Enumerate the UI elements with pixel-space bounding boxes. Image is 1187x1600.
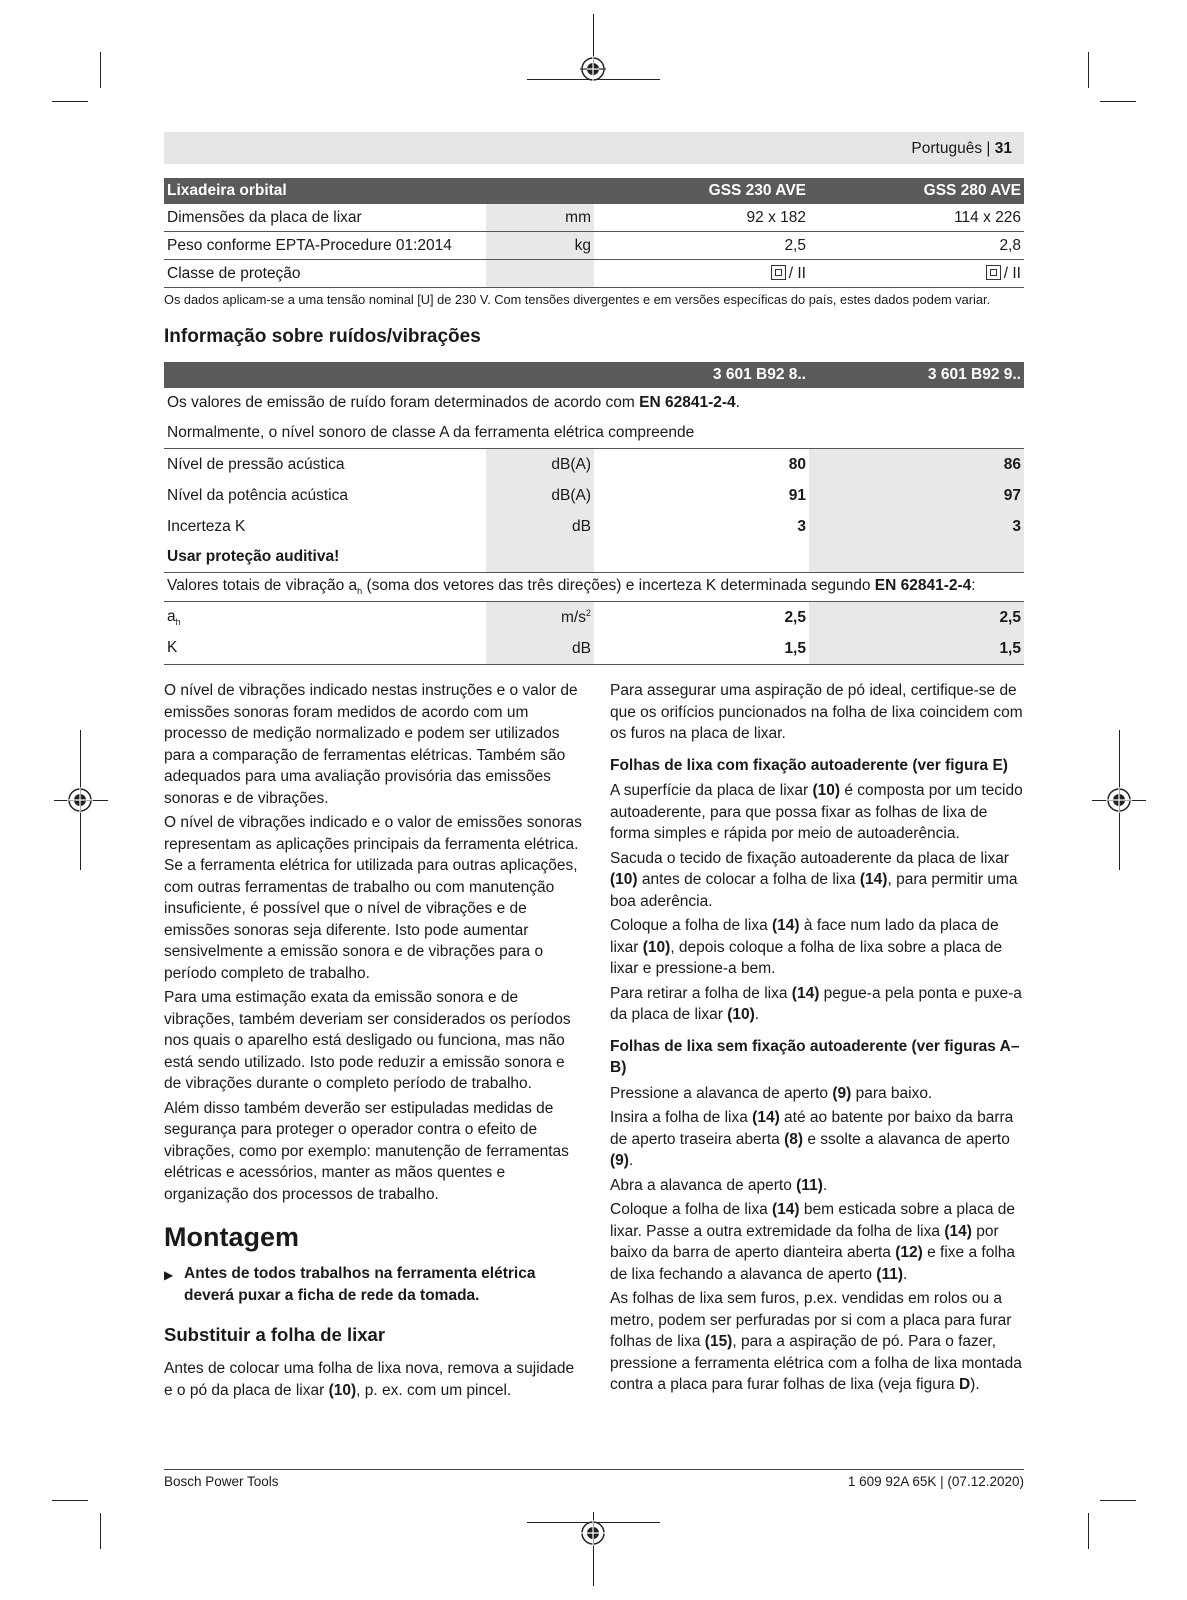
vib-text: Valores totais de vibração a [167, 577, 358, 595]
triangle-bullet-icon: ▶ [164, 1268, 174, 1282]
table-row [164, 511, 1024, 542]
registration-mark-icon [67, 787, 93, 813]
header-text [911, 140, 1012, 158]
page-number: 31 [994, 140, 1012, 157]
row-value: 2,5 [594, 232, 809, 260]
table-header [164, 362, 486, 388]
paragraph [610, 1107, 1026, 1172]
table-header [486, 178, 594, 204]
text: até ao batente por baixo da barra de aperto traseira aberta [610, 1109, 1014, 1148]
text: As folhas de lixa sem furos, p.ex. vendidas em rolos ou a metro, podem ser perfuradas por si com a placa para furar folhas de lixa [610, 1290, 1012, 1350]
row-value: 92 x 182 [594, 204, 809, 232]
row-value: 80 [788, 455, 806, 473]
row-value: 3 [797, 517, 806, 535]
subheading: Folhas de lixa com fixação autoaderente (ver figura E) [610, 756, 1008, 774]
subst-paragraph [164, 1358, 582, 1404]
paragraph [610, 780, 1026, 845]
vib-suffix: : [971, 577, 976, 595]
paragraph [610, 1083, 1026, 1105]
paragraph [164, 1358, 582, 1401]
spec-note: Os dados aplicam-se a uma tensão nominal [U] de 230 V. Com tensões divergentes e em versões específicas do país, estes dados podem variar. [164, 292, 991, 307]
noise-section-title: Informação sobre ruídos/vibrações [164, 326, 481, 347]
vib-unit: m/s [561, 609, 586, 627]
paragraph: O nível de vibrações indicado nestas instruções e o valor de emissões sonoras foram medidos de acordo com um processo de medição normalizado e podem ser utilizados para a comparação de ferramentas elétricas. Também são adequados para uma avaliação provisória das emissões sonoras e de vibrações. [164, 682, 578, 807]
row-value [809, 260, 1024, 288]
row-label: Nível da potência acústica [167, 486, 348, 504]
row-value: 2,8 [809, 232, 1024, 260]
text: Sacuda o tecido de fixação autoaderente da placa de lixar [610, 849, 1009, 867]
ref: (12) [895, 1244, 923, 1261]
text: Abra a alavanca de aperto [610, 1176, 797, 1194]
ref: (10) [727, 1006, 755, 1023]
standard-ref: EN 62841-2-4 [639, 394, 736, 411]
text: Para retirar a folha de lixa [610, 984, 792, 1002]
warning-note [164, 1263, 584, 1306]
right-column [610, 680, 1026, 1399]
text: . [822, 1176, 828, 1194]
table-header: 3 601 B92 8.. [594, 362, 809, 388]
row-label: Peso conforme EPTA-Procedure 01:2014 [164, 232, 486, 260]
vib-label: a [167, 607, 176, 625]
table-row [164, 260, 1024, 288]
ref: D [958, 1376, 971, 1393]
row-value: 114 x 226 [809, 204, 1024, 232]
page-header [164, 132, 1024, 164]
intro-suffix: . [735, 394, 740, 411]
paragraph: Além disso também deverão ser estipuladas medidas de segurança para proteger o operador contra o efeito de vibrações, como por exemplo: manutenção de ferramentas elétricas e acessórios, manter as mãos quentes e organização dos processos de trabalho. [164, 1099, 569, 1203]
protection-class-icon [986, 265, 1001, 280]
row-value: 2,5 [784, 608, 806, 626]
row-label: Incerteza K [167, 517, 246, 535]
ref: (14) [859, 871, 888, 888]
crop-mark [100, 1513, 101, 1549]
table-header-row [164, 362, 1024, 388]
table-header: Lixadeira orbital [164, 178, 486, 204]
text: e ssolte a alavanca de aperto [803, 1130, 1010, 1148]
noise-normal: Normalmente, o nível sonoro de classe A da ferramenta elétrica compreende [164, 418, 1024, 449]
noise-table [164, 362, 1024, 665]
text: Antes de colocar uma folha de lixa nova, remova a sujidade e o pó da placa de lixar [164, 1360, 575, 1399]
row-value [594, 260, 809, 288]
row-value: 1,5 [809, 633, 1024, 665]
paragraph: O nível de vibrações indicado e o valor de emissões sonoras representam as aplicações principais da ferramenta elétrica. Se a ferramenta elétrica for utilizada para outras aplicações, com outras ferramentas de trabalho ou com manutenção insuficiente, é possível que o nível de vibrações e de emissões sonoras seja diferente. Isto pode aumentar sensivelmente a emissão sonora e de vibrações para o período completo de trabalho. [164, 814, 582, 982]
registration-mark-icon [580, 56, 606, 82]
row-value: 91 [788, 486, 806, 504]
text: para baixo. [851, 1084, 933, 1102]
vib-unit-sup: 2 [585, 607, 591, 618]
vib-text: (soma dos vetores das três direções) e incerteza K determinada segundo [362, 577, 875, 595]
table-header [486, 362, 594, 388]
left-column [164, 680, 582, 1208]
crop-mark [100, 52, 101, 88]
ref: (15) [704, 1333, 733, 1350]
text: . [754, 1006, 760, 1023]
table-row [164, 388, 1024, 418]
ref: (14) [752, 1109, 780, 1126]
row-value: 97 [809, 480, 1024, 511]
row-label: Classe de proteção [164, 260, 486, 288]
row-value: 2,5 [809, 602, 1024, 634]
row-unit: kg [486, 232, 594, 260]
row-value: 3 [809, 511, 1024, 542]
text: Coloque a folha de lixa [610, 917, 773, 934]
row-value: 86 [809, 449, 1024, 481]
table-row [164, 633, 1024, 665]
crop-mark [1088, 52, 1089, 88]
row-unit [486, 260, 594, 288]
table-row [164, 449, 1024, 481]
ref: (14) [944, 1222, 972, 1240]
text: antes de colocar a folha de lixa [637, 871, 860, 888]
ref: (14) [791, 984, 820, 1002]
table-row [164, 573, 1024, 602]
row-label [164, 602, 486, 634]
registration-mark-icon [580, 1520, 606, 1546]
ref: (14) [772, 1201, 800, 1218]
text: . [628, 1152, 634, 1169]
table-row [164, 602, 1024, 634]
row-unit: dB(A) [486, 480, 594, 511]
header-separator: | [986, 140, 991, 157]
paragraph [610, 1288, 1026, 1396]
crop-mark [1100, 101, 1136, 102]
spec-table [164, 178, 1024, 288]
text: pegue-a pela ponta e puxe-a da placa de lixar [610, 984, 1022, 1023]
ref: (8) [784, 1130, 804, 1148]
table-row [164, 418, 1024, 449]
empty-cell [486, 542, 594, 573]
text: . [903, 1265, 908, 1283]
text: , depois coloque a folha de lixa sobre a placa de lixar e pressione-a bem. [610, 938, 1003, 977]
ref: (14) [772, 917, 800, 934]
ref: (10) [610, 871, 638, 888]
paragraph [610, 1175, 1026, 1197]
text: ). [970, 1376, 980, 1393]
paragraph [610, 983, 1026, 1026]
table-row [164, 232, 1024, 260]
empty-cell [809, 542, 1024, 573]
row-unit [486, 633, 594, 665]
empty-cell [594, 542, 809, 573]
footer-right: 1 609 92A 65K | (07.12.2020) [847, 1474, 1024, 1489]
row-value: 1,5 [594, 633, 809, 665]
text: Pressione a alavanca de aperto [610, 1084, 833, 1102]
intro-text: Os valores de emissão de ruído foram determinados de acordo com [167, 394, 640, 411]
row-label [164, 633, 486, 665]
crop-mark [1088, 1513, 1089, 1549]
text: é composta por um tecido autoaderente, para que possa fixar as folhas de lixa de forma simples e rápida por meio de autoaderência. [610, 782, 1023, 842]
vib-subscript: h [357, 586, 363, 597]
registration-mark-icon [1106, 787, 1132, 813]
montagem-title: Montagem [164, 1222, 299, 1252]
table-header: GSS 280 AVE [809, 178, 1024, 204]
text: por baixo da barra de aperto dianteira aberta [610, 1222, 999, 1261]
protection-class-value: / II [1003, 264, 1021, 282]
paragraph [610, 1199, 1026, 1285]
vibration-intro [164, 573, 1024, 602]
ref: (9) [610, 1152, 629, 1169]
ref: (9) [832, 1084, 852, 1102]
row-unit: mm [486, 204, 594, 232]
row-label: Dimensões da placa de lixar [164, 204, 486, 232]
warning-text: Antes de todos trabalhos na ferramenta elétrica deverá puxar a ficha de rede da tomada. [184, 1265, 536, 1304]
protection-warning: Usar proteção auditiva! [164, 542, 486, 573]
text: , p. ex. com um pincel. [356, 1381, 512, 1399]
vib-unit: dB [572, 640, 591, 658]
table-header: GSS 230 AVE [594, 178, 809, 204]
noise-intro [164, 388, 1024, 418]
subst-title: Substituir a folha de lixar [164, 1324, 386, 1345]
ref: (10) [812, 782, 841, 799]
text: à face num lado da placa de lixar [610, 917, 999, 956]
text: A superfície da placa de lixar [610, 782, 813, 799]
standard-ref: EN 62841-2-4 [874, 577, 972, 595]
ref: (10) [642, 938, 671, 956]
paragraph [610, 915, 1026, 980]
protection-class-icon [771, 265, 786, 280]
header-language: Português [911, 140, 983, 157]
text: e fixe a folha de lixa fechando a alavanca de aperto [610, 1244, 1016, 1283]
table-header-row [164, 178, 1024, 204]
footer-left: Bosch Power Tools [164, 1474, 279, 1489]
ref: (11) [876, 1265, 903, 1283]
subheading: Folhas de lixa sem fixação autoaderente (ver figuras A–B) [610, 1037, 1020, 1076]
ref: (11) [796, 1176, 823, 1194]
text: Coloque a folha de lixa [610, 1201, 773, 1218]
text: , para permitir uma boa aderência. [610, 871, 1018, 910]
text: bem esticada sobre a placa de lixar. Passe a outra extremidade da folha de lixa [610, 1201, 1016, 1240]
row-label: Nível de pressão acústica [167, 455, 345, 473]
crop-mark [1100, 1500, 1136, 1501]
row-unit: dB [486, 511, 594, 542]
table-row [164, 204, 1024, 232]
vib-label-sub: h [175, 617, 181, 628]
protection-class-value: / II [788, 264, 806, 282]
row-unit [486, 602, 594, 634]
ref: (10) [328, 1381, 357, 1399]
crop-mark [52, 101, 88, 102]
text: , para a aspiração de pó. Para o fazer, pressione a ferramenta elétrica com a folha de lixa montada contra a placa para furar folhas de lixa (veja figura [610, 1333, 1022, 1393]
paragraph: Para uma estimação exata da emissão sonora e de vibrações, também deveriam ser considerados os períodos nos quais o aparelho está desligado ou funciona, mas não está sendo utilizado. Isto pode reduzir a emissão sonora e de vibrações durante o completo período de trabalho. [164, 989, 571, 1092]
crop-mark [52, 1500, 88, 1501]
footer-divider [164, 1469, 1024, 1470]
text: Insira a folha de lixa [610, 1109, 753, 1126]
table-header: 3 601 B92 9.. [809, 362, 1024, 388]
table-row [164, 542, 1024, 573]
vib-label: K [167, 638, 178, 656]
row-unit: dB(A) [486, 449, 594, 481]
paragraph: Para assegurar uma aspiração de pó ideal, certifique-se de que os orifícios puncionados na folha de lixa coincidem com os furos na placa de lixar. [610, 682, 1023, 742]
paragraph [610, 848, 1026, 913]
table-row [164, 480, 1024, 511]
